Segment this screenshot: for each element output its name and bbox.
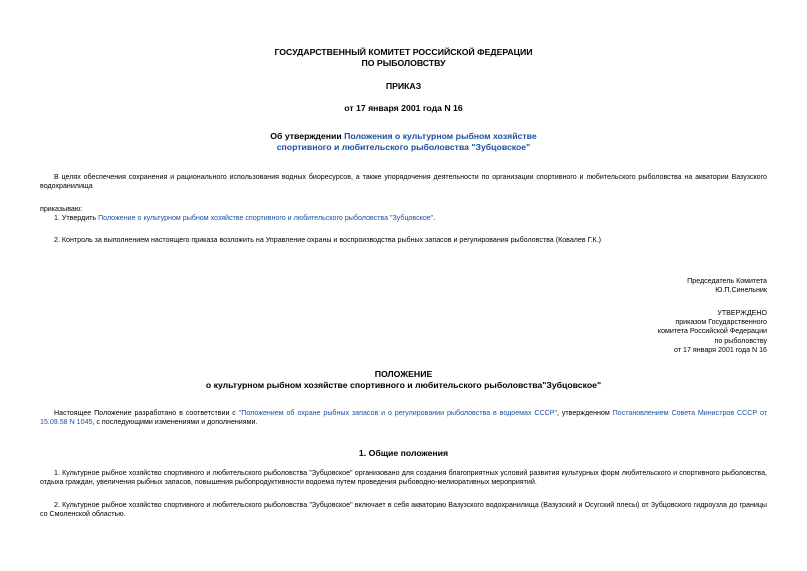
title-link-line1[interactable]: Положения о культурном рыбном хозяйстве	[344, 131, 537, 141]
item1-prefix: 1. Утвердить	[54, 214, 99, 222]
regulation-para-mid: , утвержденном	[557, 409, 613, 417]
section1-heading: 1. Общие положения	[358, 448, 449, 458]
item1-suffix: .	[433, 214, 436, 222]
regulation-paragraph	[40, 409, 767, 427]
approval-line4: от 17 января 2001 года N 16	[674, 345, 767, 354]
approval-block	[658, 309, 767, 355]
committee-name-line2: ПО РЫБОЛОВСТВУ	[361, 58, 446, 68]
regulation-link-council-decree[interactable]: Постановлением Совета Министров СССР от 15.09.58 N 1045	[40, 409, 767, 427]
regulation-para-prefix: Настоящее Положение разработано в соответствии с	[54, 409, 239, 417]
regulation-heading: ПОЛОЖЕНИЕ	[374, 369, 433, 379]
document-title-line2	[0, 142, 807, 153]
order-item-2: 2. Контроль за выполнением настоящего приказа возложить на Управление охраны и воспроизводства рыбных запасов и регулирования рыболовства (Ковалев Г.К.)	[54, 236, 602, 244]
title-link-line2[interactable]: спортивного и любительского рыболовства "Зубцовское"	[276, 142, 531, 152]
section1-paragraph-1: 1. Культурное рыбное хозяйство спортивного и любительского рыболовства "Зубцовское" организовано для создания благоприятных условий развития культурных форм любительского и спортивного рыболовства, отдыха граждан, увеличения рыбных запасов, повышения рыбопродуктивности водоема путем проведения рыбоводно-мелиоративных мероприятий.	[40, 469, 767, 487]
regulation-link-fisheries-protection[interactable]: "Положением об охране рыбных запасов и о регулировании рыболовства в водоемах СССР"	[238, 409, 558, 417]
committee-name-line1: ГОСУДАРСТВЕННЫЙ КОМИТЕТ РОССИЙСКОЙ ФЕДЕРАЦИИ	[274, 47, 533, 57]
signature-position: Председатель Комитета	[687, 277, 767, 285]
order-item-1	[54, 214, 435, 223]
document-date: от 17 января 2001 года N 16	[344, 103, 463, 113]
order-word: приказываю:	[40, 205, 83, 213]
approval-line2: комитета Российской Федерации	[657, 327, 767, 336]
regulation-subheading: о культурном рыбном хозяйстве спортивного и любительского рыболовства"Зубцовское"	[205, 380, 602, 390]
intro-paragraph: В целях обеспечения сохранения и рационального использования водных биоресурсов, а также упорядочения деятельности по организации спортивного и любительского рыболовства на акватории Вазузского водохранилища	[40, 173, 767, 191]
regulation-para-suffix: , с последующими изменениями и дополнениями.	[92, 418, 258, 427]
item1-link[interactable]: Положение о культурном рыбном хозяйстве спортивного и любительского рыболовства "Зубцовское"	[98, 214, 434, 222]
signature-block	[687, 277, 767, 295]
approval-approved: УТВЕРЖДЕНО	[717, 309, 767, 317]
section1-paragraph-2: 2. Культурное рыбное хозяйство спортивного и любительского рыболовства "Зубцовское" включает в себя акваторию Вазузского водохранилища (Вазузский и Осугский плесы) от Зубцовского гидроузла до границы со Смоленской областью.	[40, 501, 767, 519]
approval-line3: по рыболовству	[714, 336, 767, 345]
title-prefix: Об утверждении	[270, 131, 345, 141]
approval-line1: приказом Государственного	[675, 318, 767, 327]
document-title-line1	[0, 131, 807, 142]
signature-name: Ю.П.Синельник	[715, 286, 767, 295]
document-type: ПРИКАЗ	[385, 81, 422, 91]
